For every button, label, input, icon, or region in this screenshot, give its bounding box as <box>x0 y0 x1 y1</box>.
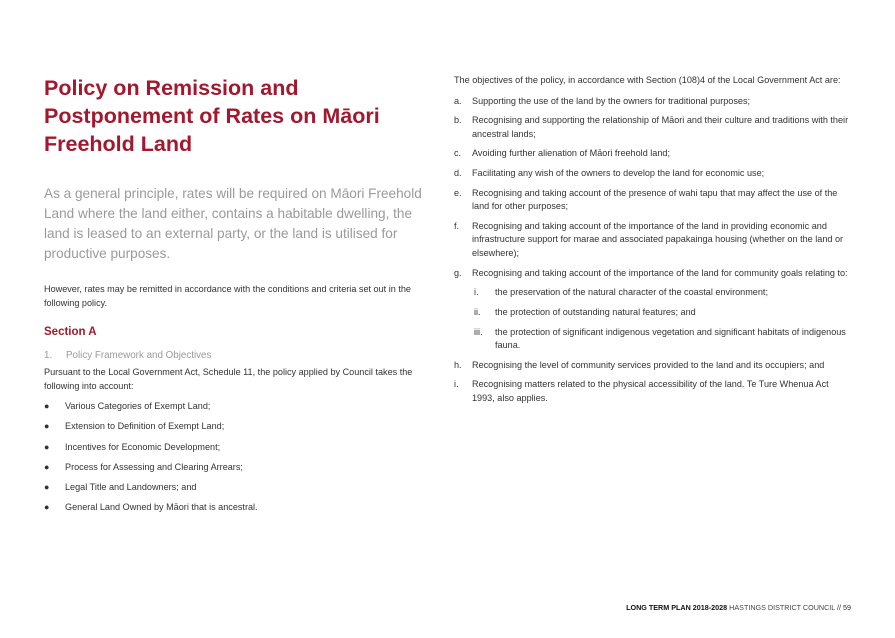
list-item <box>44 441 429 461</box>
community-goals-list <box>472 286 852 352</box>
list-marker: f. <box>454 220 460 231</box>
objective-text: Recognising and taking account of the importance of the land for community goals relating to: <box>472 267 848 278</box>
objective-text: Recognising the level of community services provided to the land and its occupiers; and <box>472 359 825 370</box>
objective-item <box>454 378 852 405</box>
objective-item <box>454 167 852 181</box>
objective-item <box>454 267 852 353</box>
right-column <box>454 74 852 412</box>
bullet-icon: ● <box>44 421 50 432</box>
list-item-text: Legal Title and Landowners; and <box>65 482 197 493</box>
objective-text: Avoiding further alienation of Māori freehold land; <box>472 148 670 159</box>
list-marker: g. <box>454 267 462 278</box>
objective-text: Recognising and taking account of the presence of wahi tapu that may affect the use of the land for other purposes; <box>472 187 838 212</box>
subitem-text: the protection of outstanding natural features; and <box>495 306 696 317</box>
left-column <box>44 74 429 158</box>
bullet-icon: ● <box>44 401 50 411</box>
footer-council-name: HASTINGS DISTRICT COUNCIL <box>729 603 835 612</box>
section-heading: Section A <box>44 326 97 338</box>
objectives-list <box>454 95 852 406</box>
subitem-text: the preservation of the natural character of the coastal environment; <box>495 287 768 298</box>
page-title: Policy on Remission and Postponement of Rates on Māori Freehold Land <box>44 76 380 156</box>
subitem-text: the protection of significant indigenous vegetation and significant habitats of indigenous fauna. <box>495 326 846 350</box>
list-item-text: General Land Owned by Māori that is ancestral. <box>65 502 258 513</box>
list-marker: i. <box>474 287 479 298</box>
list-marker: a. <box>454 95 462 106</box>
subitem <box>472 286 852 300</box>
objective-text: Recognising and taking account of the importance of the land in providing economic and infrastructure support for marae and associated papakainga housing (whether on the land or elsewhere); <box>472 220 844 258</box>
list-marker: iii. <box>474 326 483 337</box>
list-item-text: Process for Assessing and Clearing Arrears; <box>65 461 243 472</box>
footer-separator: // <box>837 603 841 612</box>
list-marker: b. <box>454 115 462 126</box>
objective-item <box>454 220 852 261</box>
bullet-list <box>44 400 429 522</box>
lead-paragraph: As a general principle, rates will be required on Māori Freehold Land where the land either, contains a habitable dwelling, the land is leased to an external party, or the land is utilised for productive purposes. <box>44 186 422 261</box>
bullet-icon: ● <box>44 441 50 452</box>
list-item-text: Extension to Definition of Exempt Land; <box>65 421 225 432</box>
bullet-icon: ● <box>44 502 50 513</box>
intro-paragraph: However, rates may be remitted in accordance with the conditions and criteria set out in the following policy. <box>44 284 411 308</box>
objective-text: Supporting the use of the land by the owners for traditional purposes; <box>472 95 751 106</box>
framework-paragraph: Pursuant to the Local Government Act, Schedule 11, the policy applied by Council takes the following into account: <box>44 367 413 391</box>
list-item <box>44 501 429 521</box>
list-marker: c. <box>454 148 462 159</box>
list-item <box>44 481 429 501</box>
subitem <box>472 326 852 353</box>
subheading-text: Policy Framework and Objectives <box>66 350 212 361</box>
list-marker: d. <box>454 168 462 179</box>
bullet-icon: ● <box>44 461 50 472</box>
objective-item <box>454 95 852 109</box>
objective-item <box>454 147 852 161</box>
objectives-intro: The objectives of the policy, in accordance with Section (108)4 of the Local Government Act are: <box>454 75 841 85</box>
objective-text: Recognising matters related to the physical accessibility of the land. Te Ture Whenua Act 1993, also applies. <box>472 379 829 403</box>
objective-text: Facilitating any wish of the owners to develop the land for economic use; <box>472 168 765 179</box>
bullet-icon: ● <box>44 482 50 493</box>
page-footer <box>626 603 851 612</box>
subheading <box>44 349 429 362</box>
list-item-text: Incentives for Economic Development; <box>65 441 221 452</box>
list-item <box>44 420 429 440</box>
footer-plan-title: LONG TERM PLAN 2018-2028 <box>626 603 728 612</box>
objective-item <box>454 114 852 141</box>
objective-item <box>454 359 852 373</box>
list-marker: h. <box>454 359 462 370</box>
list-item <box>44 400 429 420</box>
page-number: 59 <box>843 603 851 612</box>
subitem <box>472 306 852 320</box>
objective-item <box>454 187 852 214</box>
list-item <box>44 461 429 481</box>
list-marker: e. <box>454 187 462 198</box>
subheading-number: 1. <box>44 350 53 361</box>
list-marker: ii. <box>474 306 481 317</box>
objective-text: Recognising and supporting the relationship of Māori and their culture and traditions with their ancestral lands; <box>472 115 849 139</box>
list-marker: i. <box>454 379 459 390</box>
list-item-text: Various Categories of Exempt Land; <box>65 401 211 411</box>
